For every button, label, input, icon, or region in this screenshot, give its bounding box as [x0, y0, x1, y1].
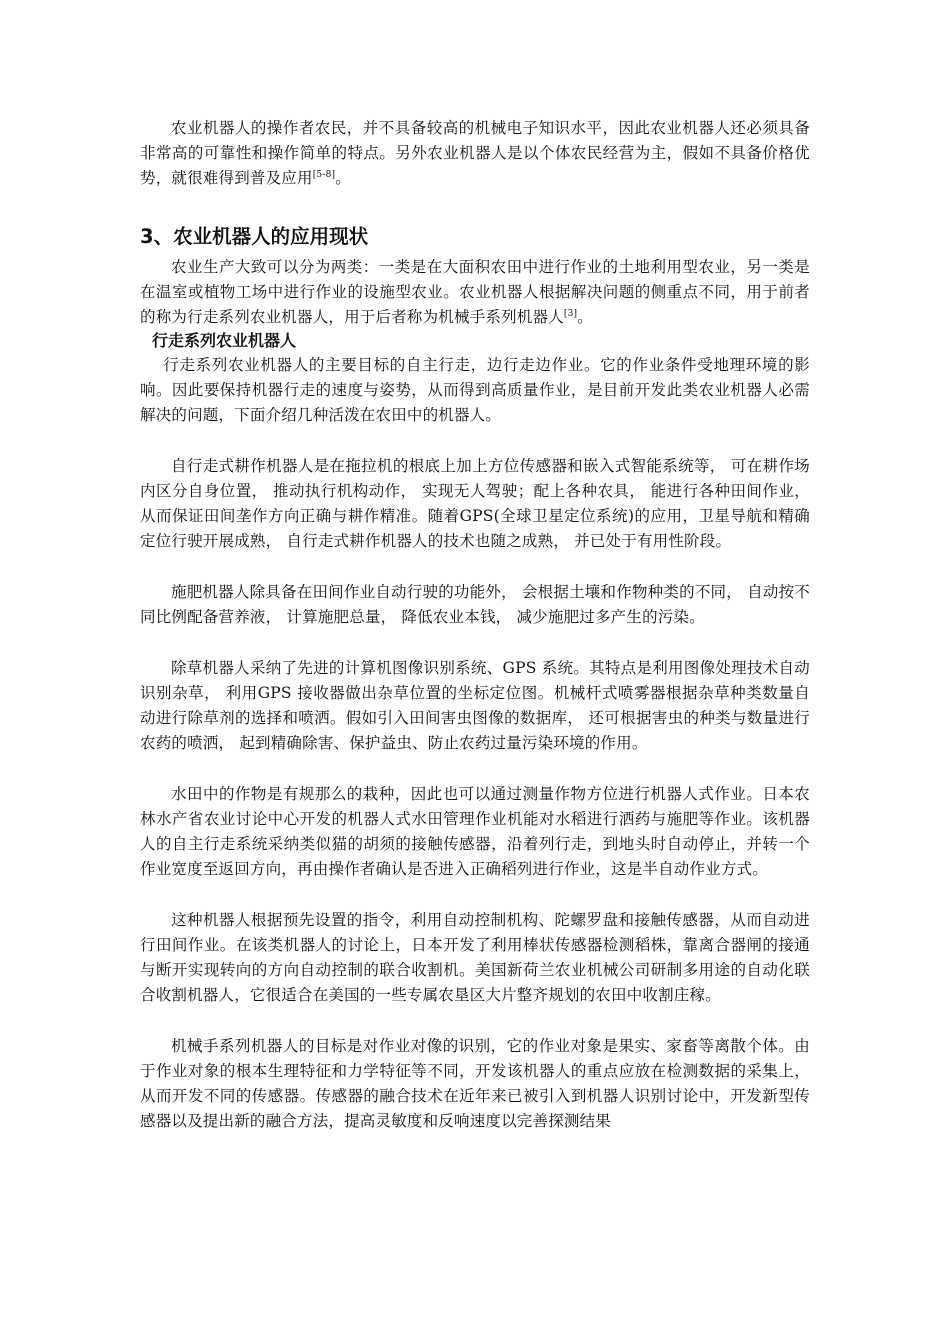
- paragraph-end: 。: [335, 169, 351, 187]
- paragraph-text: 农业机器人的操作者农民，并不具备较高的机械电子知识水平，因此农业机器人还必须具备非常高的可靠性和操作简单的特点。另外农业机器人是以个体农民经营为主，假如不具备价格优势，就很难得到普及应用: [140, 119, 810, 187]
- document-page: [140, 116, 810, 1134]
- paragraph-fertilizing-robot: 施肥机器人除具备在田间作业自动行驶的功能外， 会根据土壤和作物种类的不同， 自动按不同比例配备营养液， 计算施肥总量， 降低农业本钱， 减少施肥过多产生的污染。: [140, 583, 810, 626]
- subheading-walking-robots: 行走系列农业机器人: [152, 331, 297, 350]
- paragraph-harvester-robot: 这种机器人根据预先设置的指令，利用自动控制机构、陀螺罗盘和接触传感器，从而自动进行田间作业。在该类机器人的讨论上，日本开发了利用棒状传感器检测稻株，靠离合器闸的接通与断开实现转向的方向自动控制的联合收割机。美国新荷兰农业机械公司研制多用途的自动化联合收割机器人，它很适合在美国的一些专属农垦区大片整齐规划的农田中收割庄稼。: [140, 911, 810, 1004]
- paragraph-operator-reliability: [140, 116, 810, 191]
- section-heading-application-status: 3、农业机器人的应用现状: [140, 225, 369, 248]
- paragraph-weeding-robot: 除草机器人采纳了先进的计算机图像识别系统、GPS 系统。其特点是利用图像处理技术自动识别杂草， 利用GPS 接收器做出杂草位置的坐标定位图。机械杆式喷雾器根据杂草种类数量自动进行除草剂的选择和喷洒。假如引入田间害虫图像的数据库， 还可根据害虫的种类与数量进行农药的喷洒， 起到精确除害、保护益虫、防止农药过量污染环境的作用。: [140, 659, 810, 752]
- paragraph-walking-robots-intro: 行走系列农业机器人的主要目标的自主行走，边行走边作业。它的作业条件受地理环境的影响。因此要保持机器行走的速度与姿势，从而得到高质量作业，是目前开发此类农业机器人必需解决的问题，下面介绍几种活泼在农田中的机器人。: [140, 356, 810, 424]
- paragraph-text: 农业生产大致可以分为两类：一类是在大面积农田中进行作业的土地利用型农业，另一类是在温室或植物工场中进行作业的设施型农业。农业机器人根据解决问题的侧重点不同，用于前者的称为行走系列农业机器人，用于后者称为机械手系列机器人: [140, 258, 810, 326]
- citation-ref: [5-8]: [312, 169, 336, 180]
- paragraph-paddy-robot: 水田中的作物是有规那么的栽种，因此也可以通过测量作物方位进行机器人式作业。日本农林水产省农业讨论中心开发的机器人式水田管理作业机能对水稻进行洒药与施肥等作业。该机器人的自主行走系统采纳类似猫的胡须的接触传感器，沿着列行走，到地头时自动停止，并转一个作业宽度至返回方向，再由操作者确认是否进入正确稻列进行作业，这是半自动作业方式。: [140, 785, 810, 878]
- citation-ref: [3]: [563, 308, 578, 319]
- paragraph-manipulator-robot: 机械手系列机器人的目标是对作业对像的识别，它的作业对象是果实、家畜等离散个体。由于作业对象的根本生理特征和力学特征等不同，开发该机器人的重点应放在检测数据的采集上，从而开发不同的传感器。传感器的融合技术在近年来已被引入到机器人识别讨论中，开发新型传感器以及提出新的融合方法，提高灵敏度和反响速度以完善探测结果: [140, 1037, 810, 1130]
- paragraph-end: 。: [577, 308, 593, 326]
- paragraph-agriculture-types: [140, 255, 810, 330]
- paragraph-tillage-robot: 自行走式耕作机器人是在拖拉机的根底上加上方位传感器和嵌入式智能系统等， 可在耕作场内区分自身位置， 推动执行机构动作， 实现无人驾驶；配上各种农具， 能进行各种田间作业， 从而保证田间垄作方向正确与耕作精准。随着GPS(全球卫星定位系统)的应用，卫星导航和精确定位行驶开展成熟， 自行走式耕作机器人的技术也随之成熟， 并已处于有用性阶段。: [140, 457, 810, 550]
